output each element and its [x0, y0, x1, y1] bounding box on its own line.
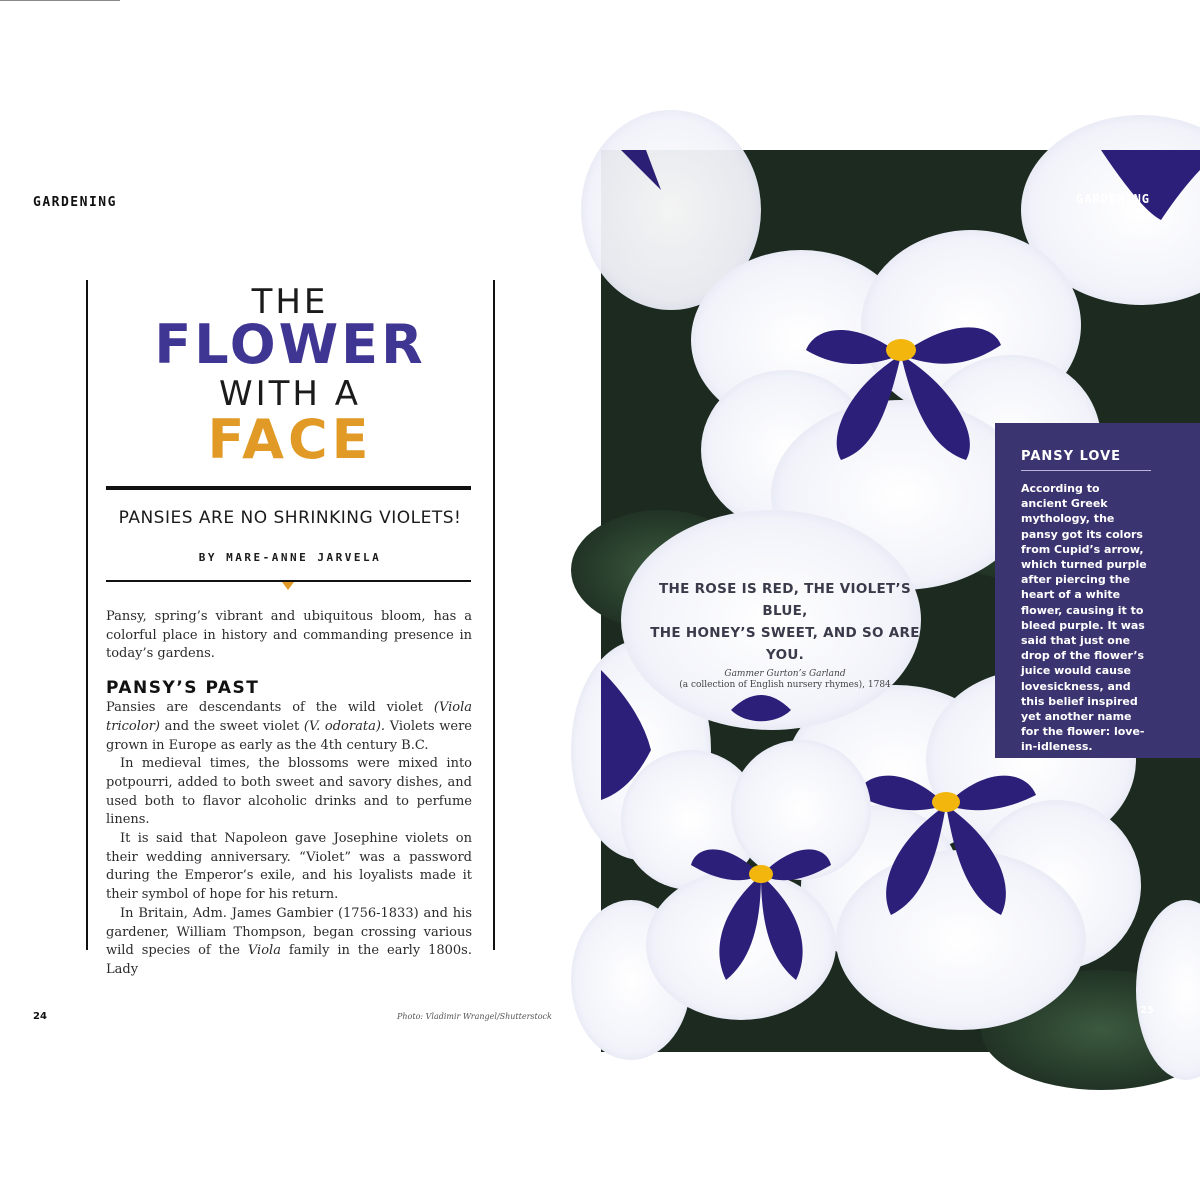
- sidebar-text: According to ancient Greek mythology, the pansy got its colors from Cupid’s arrow, which turned purple after piercing the heart of a white flower, causing it to bleed purple. It was said that just one drop of the flower’s juice would cause lovesickness, and this belief inspired yet another name for the flower: love-in-idleness.: [1021, 482, 1147, 754]
- quote-line-1: THE ROSE IS RED, THE VIOLET’S BLUE,: [658, 581, 911, 619]
- divider-arrow-icon: [282, 582, 294, 590]
- quote-note: (a collection of English nursery rhymes), 1784: [679, 680, 891, 690]
- paragraph: It is said that Napoleon gave Josephine violets on their wedding anniversary. “Violet” was a password during the Emperor’s exile, and his loyalists made it their symbol of hope for his return.: [106, 831, 472, 903]
- quote-line-2: THE HONEY’S SWEET, AND SO ARE YOU.: [650, 625, 920, 663]
- paragraph: Pansies are descendants of the wild violet (Viola tricolor) and the sweet violet (V. odorata). Violets were grown in Europe as early as the 4th century B.C.: [106, 700, 472, 753]
- intro-paragraph: Pansy, spring’s vibrant and ubiquitous bloom, has a colorful place in history and commanding presence in today’s gardens.: [106, 609, 472, 662]
- article-body: [106, 608, 472, 977]
- left-frame-rule: [86, 280, 88, 950]
- byline: BY MARE-ANNE JARVELA: [198, 551, 382, 564]
- subtitle: PANSIES ARE NO SHRINKING VIOLETS!: [118, 508, 462, 528]
- section-heading: PANSY’S PAST: [106, 678, 260, 699]
- title-line-1: THE: [251, 282, 329, 322]
- section-tag: GARDENING: [33, 195, 117, 210]
- sidebar-title: PANSY LOVE: [1021, 449, 1151, 471]
- section-tag-right: GARDENING: [1076, 192, 1151, 206]
- title-divider: [106, 486, 471, 490]
- pull-quote: [640, 578, 930, 690]
- subtitle-divider: [0, 0, 120, 1]
- sidebar-box: [995, 423, 1200, 758]
- photo-credit: Photo: Vladimir Wrangel/Shutterstock: [397, 1012, 552, 1021]
- page-number-right: 25: [1140, 1005, 1154, 1016]
- title-line-4: FACE: [207, 408, 373, 471]
- paragraph: In medieval times, the blossoms were mixed into potpourri, added to both sweet and savory dishes, and used both to flavor alcoholic drinks and to perfume linens.: [106, 756, 472, 828]
- quote-text: [640, 578, 930, 666]
- paragraph: In Britain, Adm. James Gambier (1756-1833) and his gardener, William Thompson, began crossing various wild species of the Viola family in the early 1800s. Lady: [106, 905, 472, 977]
- title-line-3: WITH A: [218, 374, 362, 414]
- page-number: 24: [33, 1011, 47, 1022]
- title-line-2: FLOWER: [154, 313, 426, 376]
- right-frame-rule: [493, 280, 495, 950]
- quote-source: Gammer Gurton’s Garland: [724, 669, 846, 679]
